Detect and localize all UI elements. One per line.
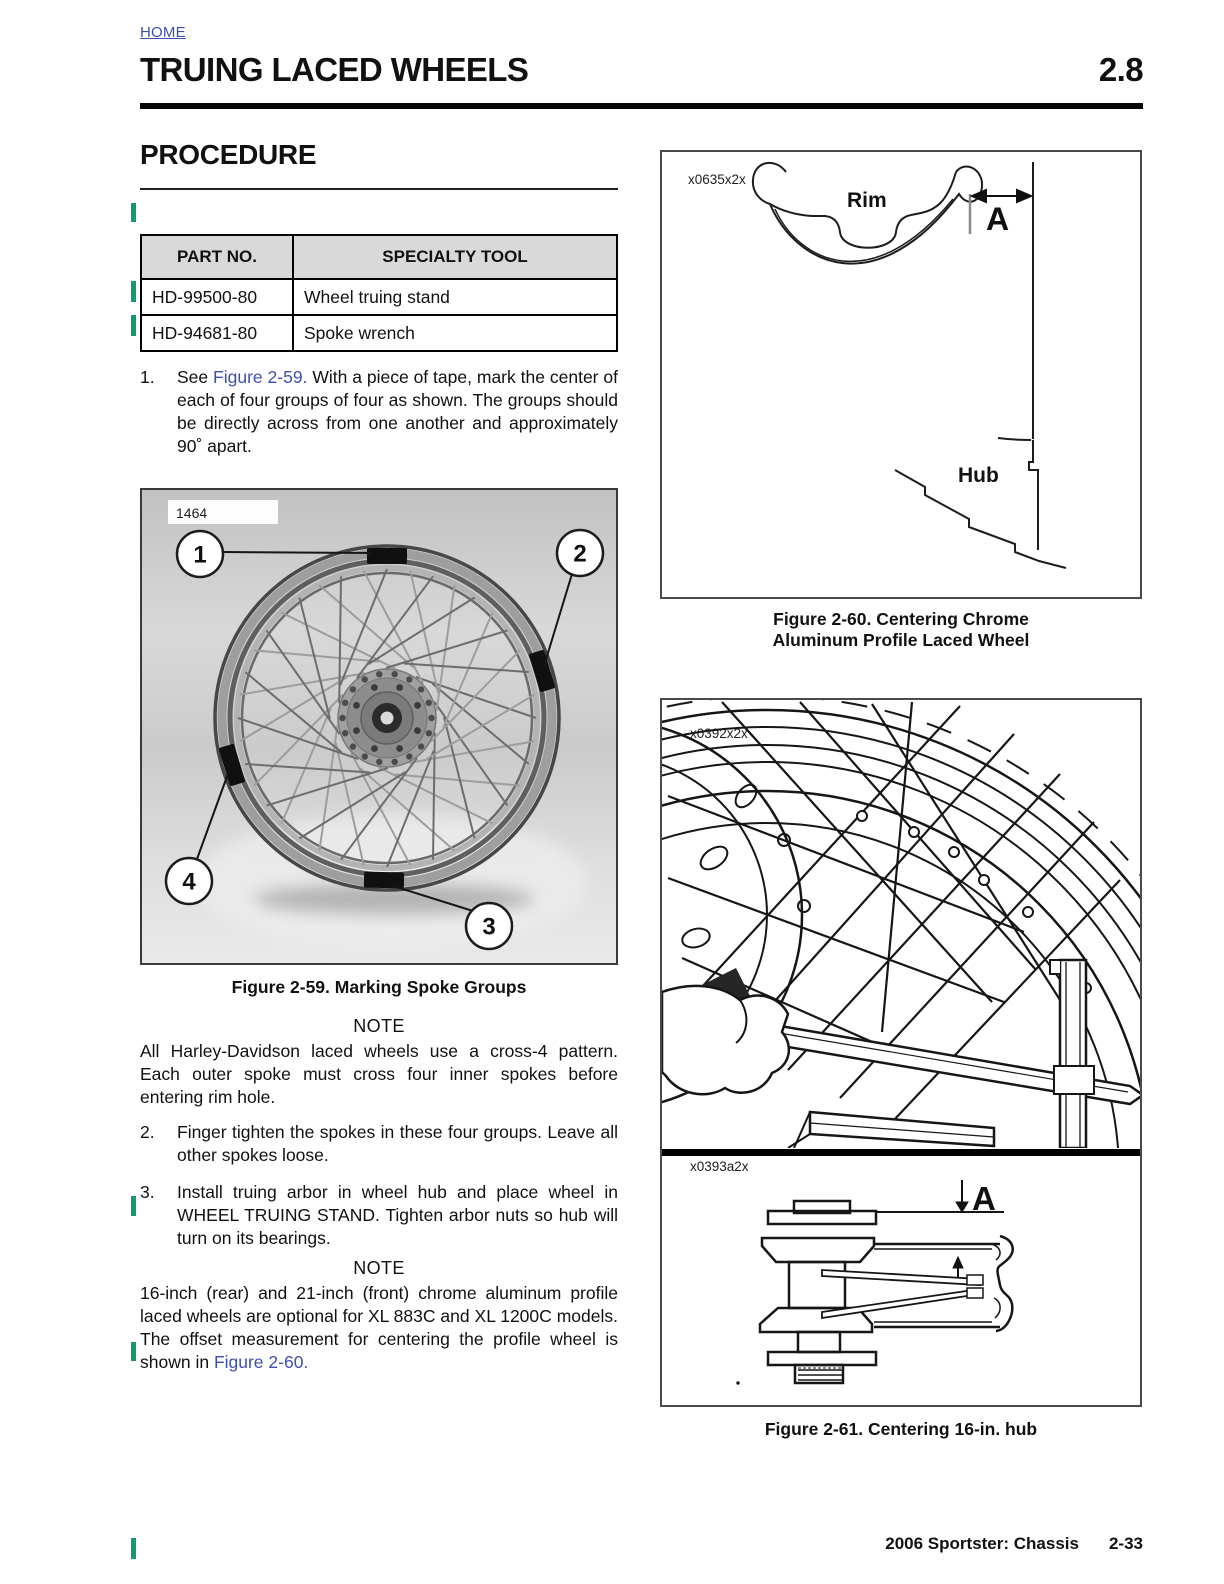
laced-wheel-photo: [142, 490, 616, 963]
rim-label: Rim: [847, 189, 887, 212]
change-bar: [131, 1342, 136, 1361]
tool-cell: Spoke wrench: [293, 315, 617, 351]
callout-3: 3: [482, 913, 496, 941]
step-text: Install truing arbor in wheel hub and place wheel in WHEEL TRUING STAND. Tighten arbor nuts so hub will turn on its bearings.: [177, 1182, 618, 1248]
figure-2-61-caption: Figure 2-61. Centering 16-in. hub: [764, 1419, 1038, 1439]
part-no-cell: HD-99500-80: [141, 279, 293, 315]
procedure-rule: [140, 188, 618, 190]
page-footer: [885, 1534, 1143, 1554]
hub-centering-diagram: [662, 1178, 1140, 1405]
col-header-specialty-tool: SPECIALTY TOOL: [293, 235, 617, 279]
step-1: [140, 366, 618, 458]
step-number: 1.: [140, 367, 155, 387]
change-bar: [131, 281, 136, 302]
header-rule: [140, 103, 1143, 109]
step-2: [140, 1121, 618, 1167]
drawing-id-label: x0392x2x: [690, 726, 748, 741]
hub-label: Hub: [958, 464, 999, 487]
table-row: [141, 315, 617, 351]
left-column: [140, 140, 618, 1374]
change-bar: [131, 315, 136, 336]
dimension-a-label: A: [972, 1180, 996, 1217]
callout-2: 2: [573, 540, 587, 568]
step-text: Finger tighten the spokes in these four groups. Leave all other spokes loose.: [177, 1122, 618, 1165]
callout-1: 1: [193, 541, 207, 569]
footer-page-number: 2-33: [1108, 1534, 1143, 1553]
step-number: 2.: [140, 1122, 155, 1142]
drawing-id-label: x0393a2x: [690, 1159, 749, 1174]
change-bar: [131, 203, 136, 222]
hand: [662, 986, 789, 1094]
note-text: 16-inch (rear) and 21-inch (front) chrome aluminum profile laced wheels are optional for XL 883C and XL 1200C models. The offset measurement for centering the profile wheel is shown in Figure 2-60.: [140, 1283, 618, 1372]
figure-2-59-link[interactable]: Figure 2-59.: [213, 367, 308, 387]
figure-2-59-caption: Figure 2-59. Marking Spoke Groups: [231, 977, 527, 997]
home-link[interactable]: HOME: [140, 24, 186, 41]
rim-offset-diagram: [662, 152, 1140, 597]
dimension-arrows: [953, 1180, 968, 1278]
footer-manual-title: 2006 Sportster: Chassis: [885, 1534, 1079, 1553]
section-number: 2.8: [1098, 51, 1143, 88]
note-text: All Harley-Davidson laced wheels use a cross-4 pattern. Each outer spoke must cross four inner spokes before entering rim hole.: [140, 1041, 618, 1107]
figure-2-61-drawing: [660, 698, 1142, 1407]
col-header-part-no: PART NO.: [141, 235, 293, 279]
table-row: [141, 279, 617, 315]
figure-2-60-caption: Figure 2-60. Centering Chrome Aluminum Profile Laced Wheel: [772, 609, 1030, 650]
figure-2-59-photo: [140, 488, 618, 965]
step-text: See: [177, 367, 214, 387]
page-header: [140, 50, 1143, 90]
dimension-a-label: A: [986, 201, 1010, 237]
photo-id-label: 1464: [176, 505, 208, 521]
part-no-cell: HD-94681-80: [141, 315, 293, 351]
step-3: [140, 1181, 618, 1250]
step-text: With a piece of tape, mark the center of each of four groups of four as shown. The groups should be directly across from one another and approximately 90˚ apart.: [177, 367, 618, 456]
note-heading: NOTE: [353, 1258, 405, 1278]
flat-tool: [788, 1112, 994, 1148]
figure-2-60-drawing: [660, 150, 1142, 599]
tool-cell: Wheel truing stand: [293, 279, 617, 315]
note-heading: NOTE: [353, 1016, 405, 1036]
page-title: TRUING LACED WHEELS: [140, 51, 529, 88]
table-header-row: [141, 235, 617, 279]
specialty-tools-table: [140, 234, 618, 352]
truing-gauge-diagram: [662, 700, 1140, 1148]
step-number: 3.: [140, 1182, 155, 1202]
change-bar: [131, 1538, 136, 1559]
procedure-heading: PROCEDURE: [140, 139, 317, 170]
right-column: [660, 150, 1142, 1440]
figure-2-60-link[interactable]: Figure 2-60.: [213, 1352, 309, 1372]
callout-4: 4: [182, 868, 196, 896]
change-bar: [131, 1196, 136, 1216]
figure-section-divider: [662, 1149, 1140, 1156]
drawing-id-label: x0635x2x: [688, 172, 746, 187]
